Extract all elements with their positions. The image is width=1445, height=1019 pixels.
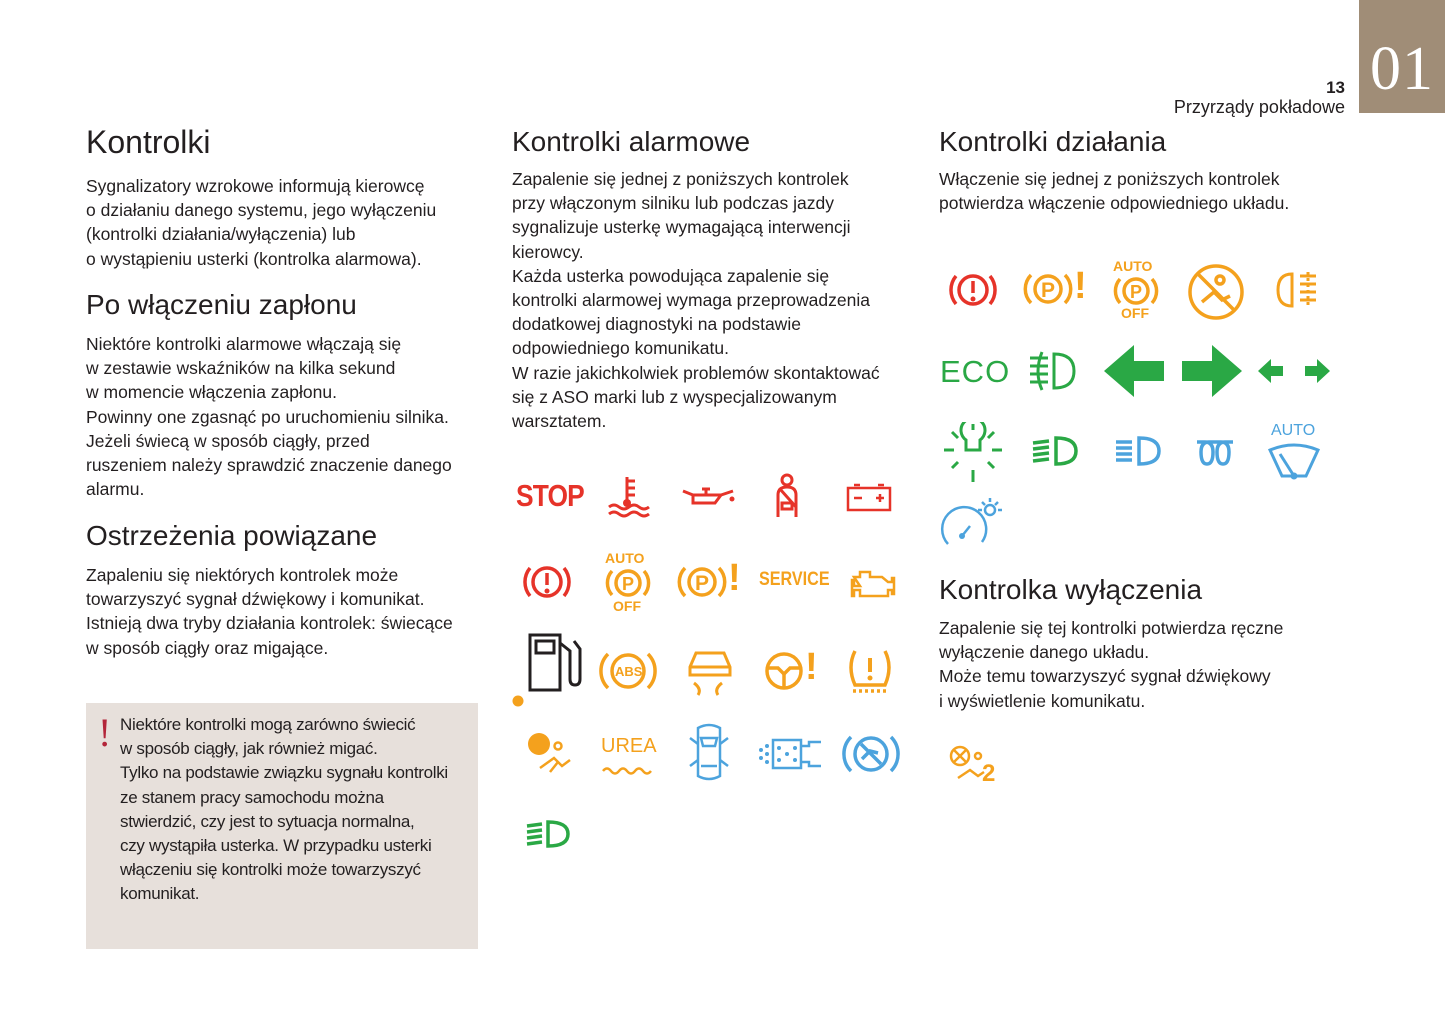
related-warnings-text: Zapaleniu się niektórych kontrolek może towarzyszyć sygnał dźwiękowy i komunikat. Istnieją dwa tryby działania kontrolek: świecące w sposób ciągły oraz migające. [86,565,453,658]
rear-fog-light-icon [1276,270,1322,310]
left-turn-signal-icon [1102,343,1166,399]
battery-icon [846,482,892,512]
cruise-control-icon [940,494,1006,550]
urea-icon: UREA [601,735,657,781]
operation-lights-title: Kontrolki działania [939,126,1167,157]
svg-text:P: P [1130,282,1143,302]
warning-exclamation-icon: ! [98,710,112,755]
front-fog-light-icon [1026,350,1078,392]
off-light-title: Kontrolka wyłączenia [939,574,1203,605]
ignition-text: Niektóre kontrolki alarmowe włączają się w zestawie wskaźników na kilka sekund w momencie włączenia zapłonu. Powinny one zgasnąć po uruchomieniu silnika. Jeżeli świecą w sposób ciągły, przed ruszeniem należy sprawdzić znaczenie danego alarmu. [86,334,452,500]
engine-fault-icon [846,565,896,601]
related-warnings-title: Ostrzeżenia powiązane [86,520,378,551]
ignition-title: Po włączeniu zapłonu [86,289,357,320]
service-icon: SERVICE [759,569,830,590]
tyre-pressure-icon [845,645,895,695]
kontrolki-title: Kontrolki [86,124,211,160]
sidelights-icon [940,422,1006,486]
open-door-icon [686,722,732,782]
chapter-tab: 01 [1359,0,1445,113]
off-light-text: Zapalenie się tej kontrolki potwierdza ręczne wyłączenie danego układu. Może temu towarzyszyć sygnał dźwiękowy i wyświetlenie komunikatu. [939,618,1284,711]
seatbelt-icon [772,473,802,521]
brake-icon [522,560,572,604]
warning-note-text: Niektóre kontrolki mogą zarówno świecić w sposób ciągły, jak również migać. Tylko na podstawie związku sygnału kontrolki ze stanem pracy samochodu można stwierdzić, czy jest to sytuacja normalna, czy wystąpiła usterka. W przypadku usterki włączeniu się kontrolki może towarzyszyć komunikat. [120,715,448,904]
passenger-airbag-off-icon [1186,262,1246,322]
particle-filter-icon [757,736,823,772]
active-safety-brake-icon [842,731,900,777]
auto-wipers-icon: AUTO [1266,422,1324,484]
eco-mode-icon: ECO [940,354,1011,389]
svg-text:P: P [1041,279,1056,302]
auto-parking-brake-off-info-icon: AUTO P OFF [1109,258,1163,322]
auto-parking-brake-off-icon: AUTO P OFF [602,550,654,614]
airbag-off-icon: 2 [946,744,1002,792]
dipped-beam-icon [524,818,572,850]
alarm-lights-title: Kontrolki alarmowe [512,126,751,157]
diesel-preheating-icon [1195,436,1243,468]
power-steering-icon: ! [763,650,819,692]
airbag-passenger-icon [522,730,574,776]
brake-on-icon [947,268,999,312]
hazard-warning-icon [1256,356,1332,386]
abs-icon [598,648,658,694]
alarm-lights-text: Zapalenie się jednej z poniższych kontrolek przy włączonym silniku lub podczas jazdy sygnalizuje usterkę wymagającą interwencji kierowcy. Każda usterka powodująca zapalenie się kontrolki alarmowej wymaga przeprowadzenia dodatkowej diagnostyki na podstawie odpowiedniego komunikatu. W razie jakichkolwiek problemów skontaktować się z ASO marki lub z wyspecjalizowanym warsztatem. [512,169,880,432]
chapter-title: Przyrządy pokładowe [1173,97,1345,117]
svg-text:ABS: ABS [615,664,643,679]
main-beam-icon [1113,434,1163,468]
parking-brake-fault-icon: P ! [677,560,741,604]
stability-control-icon [682,643,738,699]
stop-icon: STOP [516,478,584,513]
svg-text:P: P [622,574,635,594]
right-turn-signal-icon [1180,343,1244,399]
page-number: 13 [1326,78,1345,97]
warning-note-box [86,703,478,949]
operation-lights-text: Włączenie się jednej z poniższych kontrolek potwierdza włączenie odpowiedniego układu. [939,169,1290,214]
svg-text:P: P [695,572,710,595]
oil-pressure-icon [680,483,736,509]
coolant-temperature-icon [605,473,653,519]
kontrolki-intro: Sygnalizatory wzrokowe informują kierowcę o działaniu danego systemu, jego wyłączeniu (kontrolki działania/wyłączenia) lub o wystąpieniu usterki (kontrolka alarmowa). [86,176,437,269]
parking-brake-engaged-icon: P ! [1022,266,1086,312]
dipped-beam-on-icon [1030,434,1080,468]
fuel-level-icon [510,631,588,709]
